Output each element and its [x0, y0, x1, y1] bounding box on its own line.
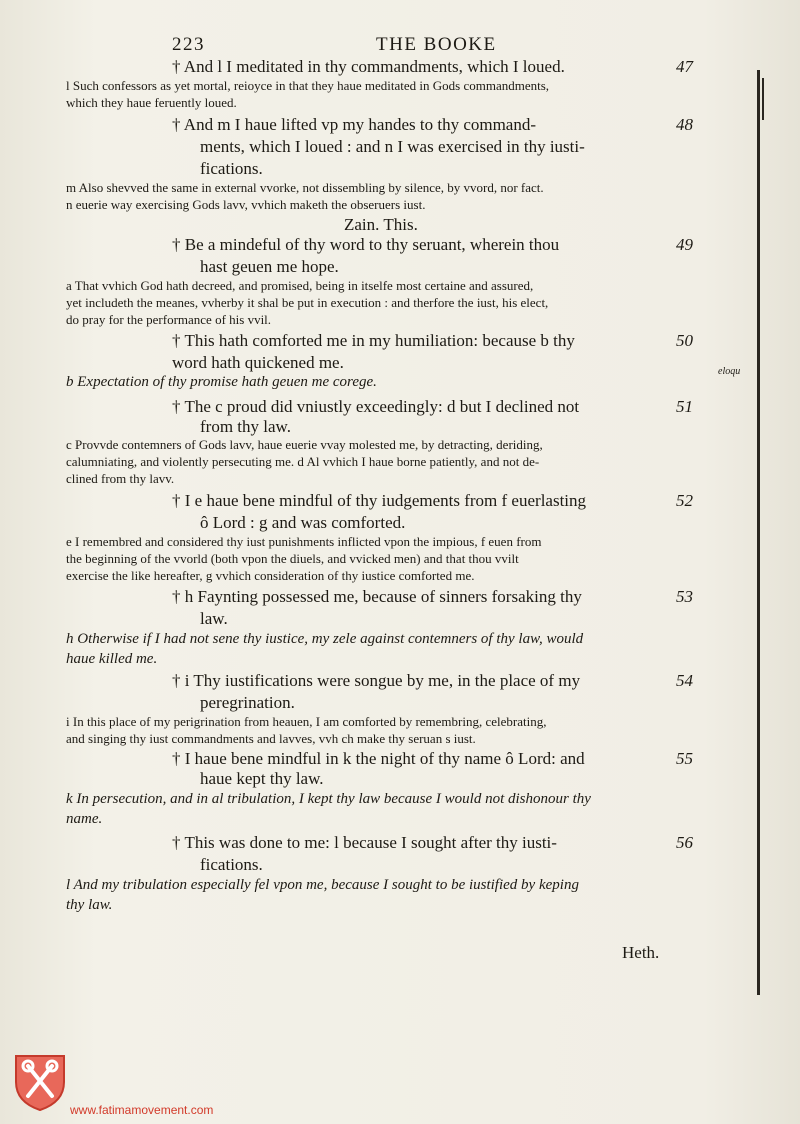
body-line: h Otherwise if I had not sene thy iustice, my zele against contemners of thy law, would	[66, 631, 584, 647]
body-line: name.	[66, 811, 103, 827]
note-line: l Such confessors as yet mortal, reioyce in that they haue meditated in Gods commandments,	[66, 78, 550, 93]
text-line: ments, which I loued : and n I was exercised in thy iusti-	[200, 137, 585, 156]
running-title: THE BOOKE	[376, 34, 497, 55]
text-line: † This was done to me: l because I sought after thy iusti-	[172, 833, 557, 852]
text-line: fications.	[200, 855, 263, 874]
text-line: † I e haue bene mindful of thy iudgements from f euerlasting	[172, 491, 587, 510]
verse-number: 51	[676, 397, 693, 416]
text-line: † This hath comforted me in my humiliation: because b thy	[172, 331, 575, 350]
text-line: ô Lord : g and was comforted.	[200, 513, 406, 532]
verse-number: 47	[676, 57, 693, 76]
text-line: peregrination.	[200, 693, 295, 712]
note-line: which they haue feruently loued.	[66, 95, 237, 110]
note-line: yet includeth the meanes, vvherby it shal be put in execution : and therfore the iust, his elect,	[66, 295, 549, 310]
note-line: a That vvhich God hath decreed, and promised, being in itselfe most certaine and assured,	[66, 278, 534, 293]
section-heading: Zain. This.	[344, 215, 418, 234]
text-line: † I haue bene mindful in k the night of thy name ô Lord: and	[172, 749, 585, 768]
note-line: i In this place of my perigrination from heauen, I am comforted by remembring, celebrating,	[66, 714, 547, 729]
text-line: haue kept thy law.	[200, 769, 324, 788]
note-line: e I remembred and considered thy iust punishments inflicted vpon the impious, f euen from	[66, 534, 542, 549]
text-line: word hath quickened me.	[172, 353, 344, 372]
verse-number: 56	[676, 833, 693, 852]
verse-number: 54	[676, 671, 693, 690]
body-line: b Expectation of thy promise hath geuen me corege.	[66, 374, 377, 390]
text-line: † Be a mindeful of thy word to thy seruant, wherein thou	[172, 235, 560, 254]
text-line: † The c proud did vniustly exceedingly: d but I declined not	[172, 397, 580, 416]
text-line: † And m I haue lifted vp my handes to thy command-	[172, 115, 537, 134]
verse-number: 50	[676, 331, 693, 350]
text-line: † h Faynting possessed me, because of sinners forsaking thy	[172, 587, 582, 606]
note-line: do pray for the performance of his vvil.	[66, 312, 272, 327]
body-line: thy law.	[66, 897, 113, 913]
verse-number: 55	[676, 749, 693, 768]
margin-note: eloqu	[718, 366, 741, 377]
text-line: † And l I meditated in thy commandments, which I loued.	[172, 57, 565, 76]
body-line: haue killed me.	[66, 651, 158, 667]
note-line: and singing thy iust commandments and lavves, vvh ch make thy seruan s iust.	[66, 731, 476, 746]
text-line: fications.	[200, 159, 263, 178]
note-line: m Also shevved the same in external vvorke, not dissembling by silence, by vvord, nor fact.	[66, 180, 544, 195]
verse-number: 53	[676, 587, 693, 606]
body-line: l And my tribulation especially fel vpon me, because I sought to be iustified by keping	[66, 877, 579, 893]
verse-number: 52	[676, 491, 693, 510]
note-line: exercise the like hereafter, g vvhich consideration of thy iustice comforted me.	[66, 568, 475, 583]
note-line: c Provvde contemners of Gods lavv, haue euerie vvay molested me, by detracting, deriding,	[66, 437, 543, 452]
text-line: † i Thy iustifications were songue by me, in the place of my	[172, 671, 581, 690]
body-line: k In persecution, and in al tribulation, I kept thy law because I would not dishonour thy	[66, 791, 591, 807]
note-line: calumniating, and violently persecuting me. d Al vvhich I haue borne patiently, and not de-	[66, 454, 540, 469]
margin-rule-short	[762, 78, 764, 120]
verse-number: 48	[676, 115, 693, 134]
note-line: clined from thy lavv.	[66, 471, 175, 486]
margin-rule	[757, 70, 760, 995]
text-line: hast geuen me hope.	[200, 257, 339, 276]
verse-number: 49	[676, 235, 693, 254]
text-line: law.	[200, 609, 228, 628]
page-number: 223	[172, 34, 205, 55]
catchword: Heth.	[622, 943, 660, 962]
note-line: n euerie way exercising Gods lavv, vvhich maketh the obseruers iust.	[66, 197, 426, 212]
watermark-url[interactable]: www.fatimamovement.com	[70, 1103, 214, 1117]
note-line: the beginning of the vvorld (both vpon the diuels, and vvicked men) and that thou vvilt	[66, 551, 519, 566]
text-line: from thy law.	[200, 417, 291, 436]
papal-keys-shield-icon	[12, 1052, 68, 1112]
